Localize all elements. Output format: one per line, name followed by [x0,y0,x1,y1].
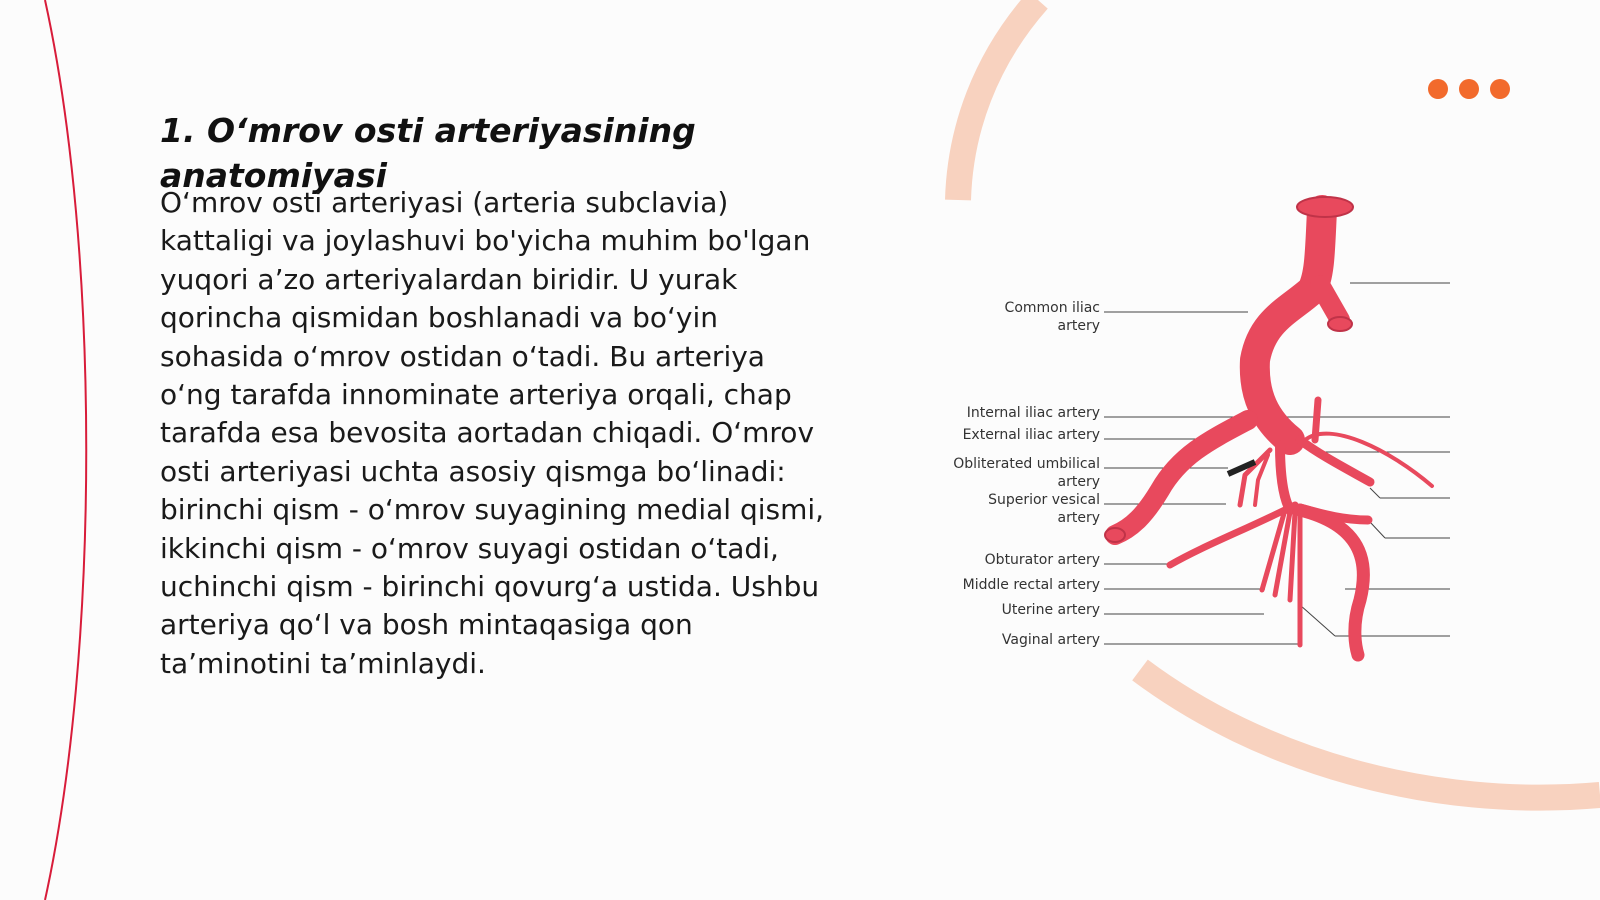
label-superior-vesical-2: artery [1057,510,1100,526]
bottom-arc [1140,670,1600,798]
aorta-opening [1297,197,1353,217]
label-common-iliac-2: artery [1057,318,1100,334]
label-internal-iliac: Internal iliac artery [966,405,1100,421]
label-obturator: Obturator artery [984,552,1100,568]
label-common-iliac: Common iliac [1004,300,1100,316]
dot-icon [1428,79,1448,99]
label-superior-vesical: Superior vesical [988,492,1100,508]
label-uterine: Uterine artery [1001,602,1100,618]
label-obliterated-umbilical-2: artery [1057,474,1100,490]
menu-dots [1428,79,1510,99]
vessel-cut-end [1328,317,1352,331]
slide-body-text: O‘mrov osti arteriyasi (arteria subclavia) kattaligi va joylashuvi bo'yicha muhim bo'lgan yuqori a’zo arteriyalardan biridir. U yurak qorincha qismidan boshlanadi va bo‘yin sohasida o‘mrov ostidan o‘tadi. Bu arteriya o‘ng tarafda innominate arteriya orqali, chap tarafda esa bevosita aortadan chiqadi. O‘mrov osti arteriyasi uchta asosiy qismga bo‘linadi: birinchi qism - o‘mrov suyagining medial qismi, ikkinchi qism - o‘mrov suyagi ostidan o‘tadi, uchinchi qism - birinchi qovurg‘a ustida. Ushbu arteriya qo‘l va bosh mintaqasiga qon ta’minotini ta’minlaydi. [160,186,825,680]
artery-diagram [940,190,1460,670]
label-middle-rectal: Middle rectal artery [962,577,1100,593]
vessel-cut-end [1105,528,1125,542]
slide-title: 1. O‘mrov osti arteriyasining anatomiyasi [160,111,696,195]
label-external-iliac: External iliac artery [962,427,1100,443]
dot-icon [1490,79,1510,99]
diagram-labels [953,300,1100,648]
dot-icon [1459,79,1479,99]
label-obliterated-umbilical: Obliterated umbilical [953,456,1100,472]
top-arc [958,0,1038,200]
label-vaginal: Vaginal artery [1001,632,1100,648]
artery-vessels [1115,210,1432,655]
left-curve-line [45,0,86,900]
